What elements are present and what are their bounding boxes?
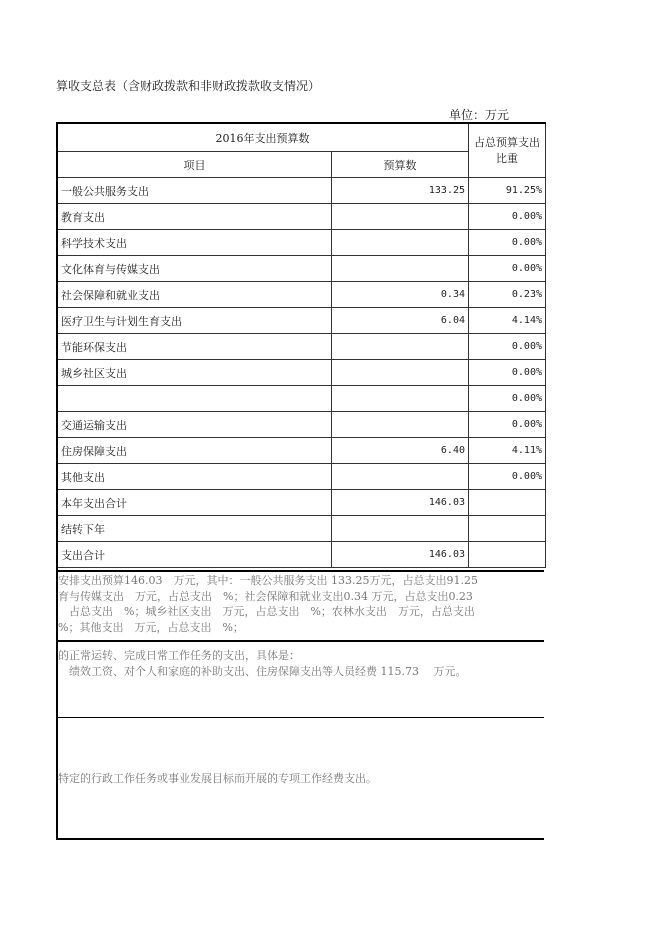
- cell-item: 节能环保支出: [57, 334, 332, 360]
- cell-item: 结转下年: [57, 516, 332, 542]
- cell-amount: 133.25: [332, 178, 469, 204]
- table-row: [57, 256, 546, 282]
- cell-share: 0.00%: [469, 464, 546, 490]
- table-row: [57, 542, 546, 568]
- note-paragraph-2: [58, 648, 658, 679]
- note-line: 占总支出 %；城乡社区支出 万元，占总支出 %；农林水支出 万元，占总支出: [58, 605, 475, 618]
- cell-amount: 6.40: [332, 438, 469, 464]
- cell-item: 交通运输支出: [57, 412, 332, 438]
- cell-amount: [332, 464, 469, 490]
- table-row: [57, 334, 546, 360]
- cell-item: 城乡社区支出: [57, 360, 332, 386]
- cell-amount: 146.03: [332, 490, 469, 516]
- cell-amount: [332, 204, 469, 230]
- cell-amount: [332, 516, 469, 542]
- header-group: 2016年支出预算数: [57, 123, 469, 152]
- note-line: 安排支出预算146.03 万元，其中：一般公共服务支出 133.25万元，占总支出91.25: [58, 574, 478, 587]
- table-row: [57, 204, 546, 230]
- cell-share: 0.00%: [469, 256, 546, 282]
- cell-amount: [332, 386, 469, 412]
- table-row: [57, 178, 546, 204]
- cell-share: 0.00%: [469, 360, 546, 386]
- cell-item: 其他支出: [57, 464, 332, 490]
- cell-share: 91.25%: [469, 178, 546, 204]
- cell-amount: 146.03: [332, 542, 469, 568]
- cell-share: 0.00%: [469, 204, 546, 230]
- header-share: 占总预算支出比重: [469, 123, 546, 178]
- cell-share: 0.00%: [469, 230, 546, 256]
- unit-label: 单位：万元: [449, 108, 510, 122]
- header-amount: 预算数: [332, 152, 469, 178]
- cell-item: 支出合计: [57, 542, 332, 568]
- header-item: 项目: [57, 152, 332, 178]
- note-paragraph-3: 特定的行政工作任务或事业发展目标而开展的专项工作经费支出。: [58, 772, 377, 785]
- budget-table: [56, 122, 546, 568]
- cell-item: 住房保障支出: [57, 438, 332, 464]
- cell-share: 0.00%: [469, 386, 546, 412]
- table-row: [57, 490, 546, 516]
- table-row: [57, 516, 546, 542]
- cell-share: 4.11%: [469, 438, 546, 464]
- cell-share: 0.23%: [469, 282, 546, 308]
- cell-share: [469, 490, 546, 516]
- note-line: 的正常运转、完成日常工作任务的支出，具体是：: [58, 649, 300, 662]
- table-row: [57, 360, 546, 386]
- cell-item: 一般公共服务支出: [57, 178, 332, 204]
- note-line: 绩效工资、对个人和家庭的补助支出、住房保障支出等人员经费 115.73 万元。: [58, 664, 467, 678]
- cell-amount: [332, 360, 469, 386]
- note-paragraph-1: [58, 573, 543, 635]
- divider: [56, 640, 544, 642]
- table-row: [57, 230, 546, 256]
- note-line: %；其他支出 万元，占总支出 %；: [58, 620, 244, 634]
- cell-item: 医疗卫生与计划生育支出: [57, 308, 332, 334]
- table-row: [57, 464, 546, 490]
- table-row: [57, 412, 546, 438]
- cell-item: 文化体育与传媒支出: [57, 256, 332, 282]
- cell-share: 0.00%: [469, 412, 546, 438]
- cell-amount: [332, 256, 469, 282]
- divider: [56, 570, 544, 572]
- table-row: [57, 438, 546, 464]
- table-row: [57, 282, 546, 308]
- divider: [56, 717, 544, 718]
- report-title: 算收支总表（含财政拨款和非财政拨款收支情况）: [56, 79, 321, 93]
- cell-item: 科学技术支出: [57, 230, 332, 256]
- table-row: [57, 308, 546, 334]
- cell-amount: 0.34: [332, 282, 469, 308]
- cell-item: 教育支出: [57, 204, 332, 230]
- cell-share: 4.14%: [469, 308, 546, 334]
- note-line: 育与传媒支出 万元，占总支出 %；社会保障和就业支出0.34 万元，占总支出0.23: [58, 589, 473, 603]
- cell-item: 社会保障和就业支出: [57, 282, 332, 308]
- cell-share: [469, 516, 546, 542]
- cell-item: 本年支出合计: [57, 490, 332, 516]
- cell-share: 0.00%: [469, 334, 546, 360]
- cell-amount: [332, 334, 469, 360]
- cell-share: [469, 542, 546, 568]
- left-border: [56, 122, 58, 839]
- cell-item: [57, 386, 332, 412]
- table-row: [57, 386, 546, 412]
- bottom-border: [56, 838, 544, 840]
- cell-amount: [332, 230, 469, 256]
- cell-amount: [332, 412, 469, 438]
- cell-amount: 6.04: [332, 308, 469, 334]
